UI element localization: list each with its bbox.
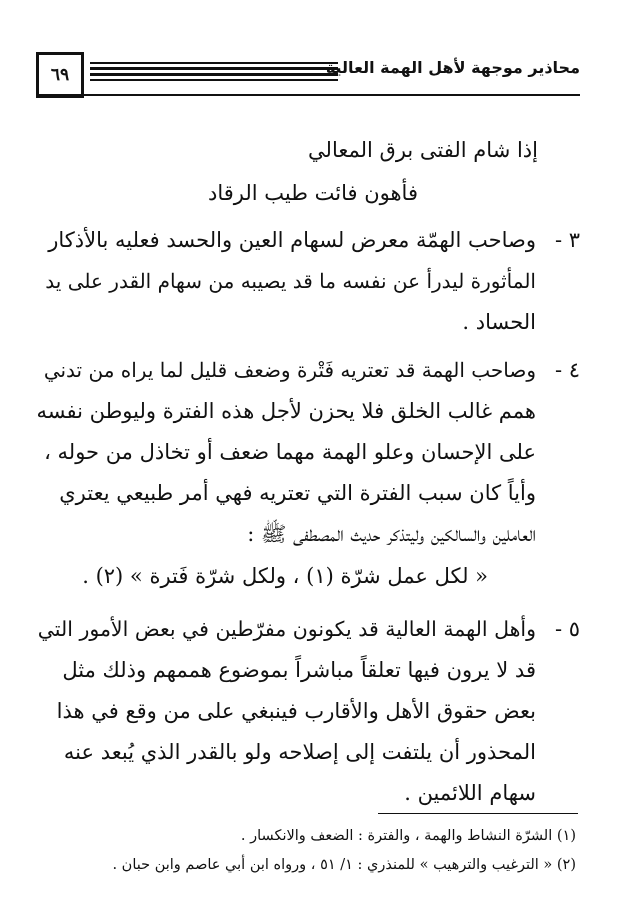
paragraph-line: المحذور أن يلتفت إلى إصلاحه ولو بالقدر الذي يُبعد عنه [63, 740, 536, 764]
verse-line: إذا شام الفتى برق المعالي [308, 138, 538, 162]
footnote: (٢) « الترغيب والترهيب » للمنذري : ١/ ٥١ ، ورواه ابن أبي عاصم وابن حبان . [112, 857, 576, 873]
paragraph-line: وأياً كان سبب الفترة التي تعتريه فهي أمر طبيعي يعتري [59, 481, 536, 505]
page-number: ٦٩ [36, 52, 84, 98]
decorative-rules [90, 62, 338, 82]
paragraph-line: المأثورة ليدرأ عن نفسه ما قد يصيبه من سهام القدر على يد [45, 269, 536, 293]
hadith-quote: « لكل عمل شرّة (١) ، ولكل شرّة فَترة » (٢) . [82, 564, 488, 588]
paragraph-line: قد لا يرون فيها تعلقاً مباشراً بموضوع هممهم وذلك مثل [62, 658, 536, 682]
paragraph-line: وأهل الهمة العالية قد يكونون مفرّطين في بعض الأمور التي [37, 617, 536, 641]
page-header [36, 52, 580, 106]
paragraph-line: بعض حقوق الأهل والأقارب فينبغي على من وقع في هذا [56, 699, 536, 723]
item-number: ٥ - [554, 617, 580, 641]
paragraph-line: وصاحب الهمة قد تعتريه فَتْرة وضعف قليل لما يراه من تدني [43, 358, 536, 382]
running-title: محاذير موجهة لأهل الهمة العالية [325, 58, 580, 77]
verse-line: فأهون فائت طيب الرقاد [208, 181, 418, 205]
footnote: (١) الشرّة النشاط والهمة ، والفترة : الضعف والانكسار . [240, 828, 576, 844]
paragraph-line: سهام اللائمين . [404, 781, 536, 805]
header-underline [36, 94, 580, 96]
item-number: ٣ - [554, 228, 580, 252]
paragraph-line: وصاحب الهمّة معرض لسهام العين والحسد فعليه بالأذكار [48, 228, 536, 252]
paragraph-line: العاملين والسالكين وليتذكر حديث المصطفى ﷺ : [247, 522, 536, 546]
item-number: ٤ - [554, 358, 580, 382]
paragraph-line: الحساد . [462, 310, 536, 334]
paragraph-line: على الإحسان وعلو الهمة مهما ضعف أو تخاذل من حوله ، [44, 440, 536, 464]
paragraph-line: همم غالب الخلق فلا يحزن لأجل هذه الفترة وليوطن نفسه [36, 399, 536, 423]
footnote-rule [378, 813, 578, 814]
